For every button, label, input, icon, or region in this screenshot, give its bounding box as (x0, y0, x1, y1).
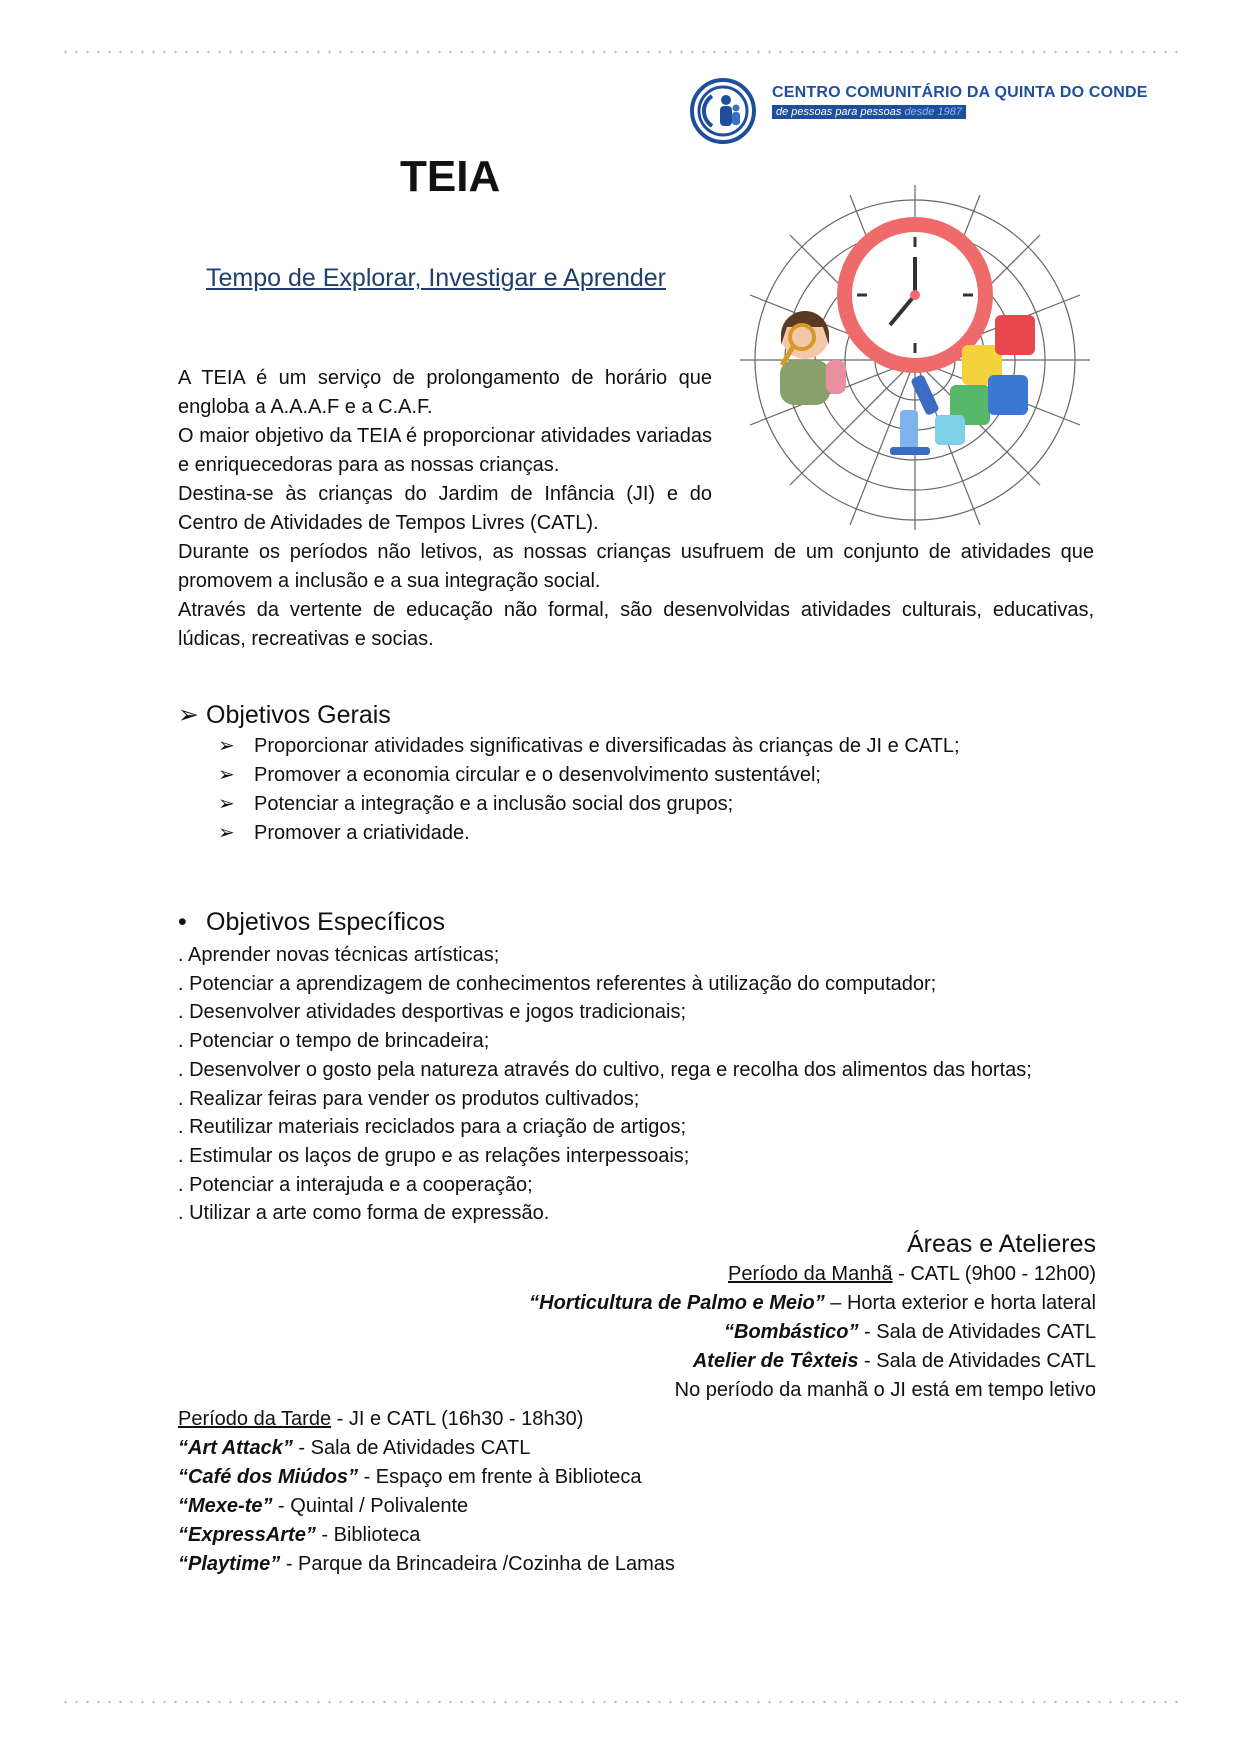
periodo-tarde-section (178, 1405, 675, 1579)
list-item: ➢ Promover a economia circular e o desenvolvimento sustentável; (218, 761, 960, 790)
atelier-line: “Playtime” - Parque da Brincadeira /Cozinha de Lamas (178, 1553, 675, 1575)
atelier-line: Atelier de Têxteis - Sala de Atividades CATL (692, 1350, 1096, 1372)
list-item: . Utilizar a arte como forma de expressão. (178, 1202, 550, 1225)
areas-atelieres-section (529, 1228, 1096, 1405)
microscope-icon (890, 374, 940, 455)
atelier-line: “ExpressArte” - Biblioteca (178, 1524, 421, 1546)
arrow-bullet-icon: ➢ (218, 764, 235, 786)
organization-since: desde 1987 (904, 106, 962, 118)
intro-line: Destina-se às crianças do Jardim de Infância (JI) e do Centro de Atividades de Tempos Livres (CATL). (178, 483, 712, 534)
atelier-line: “Café dos Miúdos” - Espaço em frente à Biblioteca (178, 1466, 642, 1488)
organization-name: CENTRO COMUNITÁRIO DA QUINTA DO CONDE (772, 84, 1148, 101)
web-clock-illustration (730, 175, 1100, 535)
list-item: . Desenvolver atividades desportivas e jogos tradicionais; (178, 1001, 687, 1024)
atelier-line: “Mexe-te” - Quintal / Polivalente (178, 1495, 469, 1517)
list-item: ➢ Promover a criatividade. (218, 819, 960, 848)
decorative-border-top (60, 48, 1180, 56)
objetivos-gerais-list (218, 732, 960, 848)
objetivos-gerais-heading: ➢ Objetivos Gerais (178, 701, 391, 729)
list-item: . Potenciar o tempo de brincadeira; (178, 1030, 490, 1053)
arrow-bullet-icon: ➢ (218, 735, 235, 757)
periodo-manha-line: Período da Manhã - CATL (9h00 - 12h00) (728, 1263, 1096, 1285)
list-item: ➢ Potenciar a integração e a inclusão social dos grupos; (218, 790, 960, 819)
list-item: . Realizar feiras para vender os produtos cultivados; (178, 1087, 640, 1110)
list-item: . Potenciar a aprendizagem de conhecimentos referentes à utilização do computador; (178, 972, 937, 995)
atelier-line: “Art Attack” - Sala de Atividades CATL (178, 1437, 531, 1459)
intro-line: A TEIA é um serviço de prolongamento de horário que engloba a A.A.A.F e a C.A.F. (178, 367, 712, 418)
list-item: . Desenvolver o gosto pela natureza através do cultivo, rega e recolha dos alimentos das hortas; (178, 1058, 1032, 1081)
arrow-bullet-icon: ➢ (218, 793, 235, 815)
manha-note: No período da manhã o JI está em tempo letivo (674, 1379, 1096, 1401)
intro-line: Através da vertente de educação não formal, são desenvolvidas atividades culturais, educativas, lúdicas, recreativas e socias. (178, 599, 1094, 650)
periodo-tarde-line: Período da Tarde - JI e CATL (16h30 - 18h30) (178, 1408, 584, 1430)
list-item: . Reutilizar materiais reciclados para a criação de artigos; (178, 1116, 686, 1139)
intro-line: O maior objetivo da TEIA é proporcionar atividades variadas e enriquecedoras para as nossas crianças. (178, 425, 712, 476)
organization-tagline: de pessoas para pessoas desde 1987 (772, 105, 966, 119)
atelier-line: “Horticultura de Palmo e Meio” – Horta exterior e horta lateral (529, 1292, 1096, 1314)
list-item: . Estimular os laços de grupo e as relações interpessoais; (178, 1144, 690, 1167)
atelier-line: “Bombástico” - Sala de Atividades CATL (724, 1321, 1096, 1343)
decorative-border-bottom (60, 1698, 1180, 1706)
intro-paragraph-wide (178, 538, 1094, 654)
objetivos-especificos-heading: • Objetivos Específicos (178, 908, 445, 936)
page-title: TEIA (400, 152, 501, 201)
objetivos-especificos-list (178, 941, 1032, 1228)
list-item: ➢ Proporcionar atividades significativas e diversificadas às crianças de JI e CATL; (218, 732, 960, 761)
organization-logo (690, 78, 1148, 148)
arrow-bullet-icon: ➢ (178, 701, 199, 729)
community-center-logo-icon (690, 78, 756, 144)
areas-heading: Áreas e Atelieres (907, 1230, 1096, 1258)
dot-bullet-icon: • (178, 908, 187, 936)
intro-line: Durante os períodos não letivos, as nossas crianças usufruem de um conjunto de atividades que promovem a inclusão e a sua integração social. (178, 541, 1094, 592)
list-item: . Potenciar a interajuda e a cooperação; (178, 1173, 533, 1196)
arrow-bullet-icon: ➢ (218, 822, 235, 844)
intro-paragraph-narrow (178, 364, 712, 538)
page-subtitle: Tempo de Explorar, Investigar e Aprender (206, 264, 666, 292)
girl-with-magnifier-icon (780, 311, 846, 405)
list-item: . Aprender novas técnicas artísticas; (178, 944, 500, 966)
